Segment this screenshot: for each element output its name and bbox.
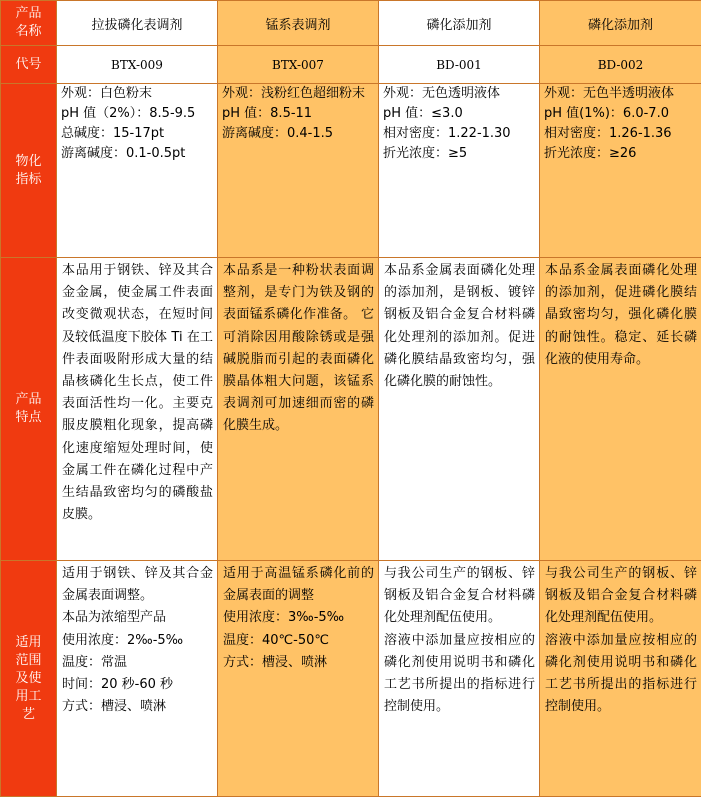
- label-application: [1, 561, 57, 797]
- property-line: pH 值：8.5-11: [222, 106, 313, 121]
- product-name-2: 锰系表调剂: [218, 1, 379, 46]
- label-features: [1, 258, 57, 561]
- product-code-1: BTX-009: [57, 46, 218, 84]
- application-line: 使用浓度：2‰-5‰: [62, 632, 184, 648]
- label-line: 适用: [15, 634, 42, 650]
- features-1: 本品用于钢铁、锌及其合金金属，使金属工件表面改变微观状态，在短时间及较低温度下胶体 Ti 在工件表面吸附形成大量的结晶核磷化生长点，使工件表面活性均一化。主要克服皮膜粗化现象，提高磷化速度缩短处理时间，使金属工件在磷化过程中产生结晶致密均匀的磷酸盐皮膜。: [57, 258, 218, 561]
- application-line: 时间：20 秒-60 秒: [62, 677, 174, 693]
- application-1: [57, 561, 218, 797]
- property-line: 外观：白色粉末: [61, 86, 153, 101]
- label-product-name: [1, 1, 57, 46]
- label-line: 用工: [15, 688, 42, 704]
- features-2: 本品系是一种粉状表面调整剂，是专门为铁及钢的表面锰系磷化作准备。 它可消除因用酸除锈或是强碱脱脂而引起的表面磷化膜晶体粗大问题，该锰系表调剂可加速细而密的磷化膜生成。: [218, 258, 379, 561]
- application-3: [379, 561, 540, 797]
- application-2: [218, 561, 379, 797]
- label-code: 代号: [1, 46, 57, 84]
- features-3: 本品系金属表面磷化处理的添加剂，是钢板、镀锌钢板及铝合金复合材料磷化处理剂的添加剂。促进磷化膜结晶致密均匀，强化磷化膜的耐蚀性。: [379, 258, 540, 561]
- property-line: 折光浓度：≥26: [544, 146, 637, 161]
- label-line: 特点: [15, 410, 42, 425]
- property-line: 外观：无色透明液体: [383, 86, 501, 101]
- application-line: 适用于高温锰系磷化前的金属表面的调整: [223, 566, 374, 604]
- row-properties: [1, 84, 701, 258]
- property-line: 游离碱度：0.1-0.5pt: [61, 146, 186, 161]
- row-application: [1, 561, 701, 797]
- product-code-4: BD-002: [540, 46, 701, 84]
- label-line: 产品: [15, 6, 42, 21]
- application-line: 使用浓度：3‰-5‰: [223, 610, 345, 626]
- label-properties: [1, 84, 57, 258]
- application-4: [540, 561, 701, 797]
- properties-3: [379, 84, 540, 258]
- property-line: 外观：浅粉红色超细粉末: [222, 86, 366, 101]
- product-code-2: BTX-007: [218, 46, 379, 84]
- property-line: 游离碱度：0.4-1.5: [222, 126, 334, 141]
- label-line: 范围: [15, 652, 42, 668]
- application-line: 适用于钢铁、锌及其合金金属表面调整。: [62, 566, 213, 604]
- row-features: [1, 258, 701, 561]
- application-line: 与我公司生产的钢板、锌钢板及铝合金复合材料磷化处理剂配伍使用。: [384, 566, 535, 626]
- property-line: pH 值：≤3.0: [383, 106, 463, 121]
- label-line: 产品: [15, 392, 42, 407]
- label-line: 艺: [21, 706, 35, 722]
- features-4: 本品系金属表面磷化处理的添加剂，促进磷化膜结晶致密均匀，强化磷化膜的耐蚀性。稳定、延长磷化液的使用寿命。: [540, 258, 701, 561]
- row-product-name: [1, 1, 701, 46]
- label-line: 名称: [15, 24, 42, 39]
- application-line: 温度：常温: [62, 654, 128, 670]
- label-line: 及使: [15, 670, 42, 686]
- product-name-3: 磷化添加剂: [379, 1, 540, 46]
- property-line: 折光浓度：≥5: [383, 146, 468, 161]
- application-line: 本品为浓缩型产品: [62, 610, 167, 626]
- property-line: 相对密度：1.26-1.36: [544, 126, 672, 141]
- row-code: [1, 46, 701, 84]
- application-line: 方式：槽浸、喷淋: [62, 699, 167, 715]
- label-line: 物化: [15, 153, 42, 169]
- application-line: 溶液中添加量应按相应的磷化剂使用说明书和磷化工艺书所提出的指标进行控制使用。: [384, 632, 535, 715]
- property-line: 相对密度：1.22-1.30: [383, 126, 511, 141]
- properties-2: [218, 84, 379, 258]
- product-name-4: 磷化添加剂: [540, 1, 701, 46]
- application-line: 溶液中添加量应按相应的磷化剂使用说明书和磷化工艺书所提出的指标进行控制使用。: [545, 632, 697, 715]
- label-line: 指标: [15, 171, 42, 187]
- properties-1: [57, 84, 218, 258]
- product-code-3: BD-001: [379, 46, 540, 84]
- property-line: 外观：无色半透明液体: [544, 86, 675, 101]
- application-line: 方式：槽浸、喷淋: [223, 654, 328, 670]
- properties-4: [540, 84, 701, 258]
- product-name-1: 拉拔磷化表调剂: [57, 1, 218, 46]
- property-line: 总碱度：15-17pt: [61, 126, 165, 141]
- application-line: 温度：40℃-50℃: [223, 632, 329, 648]
- property-line: pH 值（2%）：8.5-9.5: [61, 106, 196, 121]
- application-line: 与我公司生产的钢板、锌钢板及铝合金复合材料磷化处理剂配伍使用。: [545, 566, 697, 626]
- property-line: pH 值(1%)：6.0-7.0: [544, 106, 669, 121]
